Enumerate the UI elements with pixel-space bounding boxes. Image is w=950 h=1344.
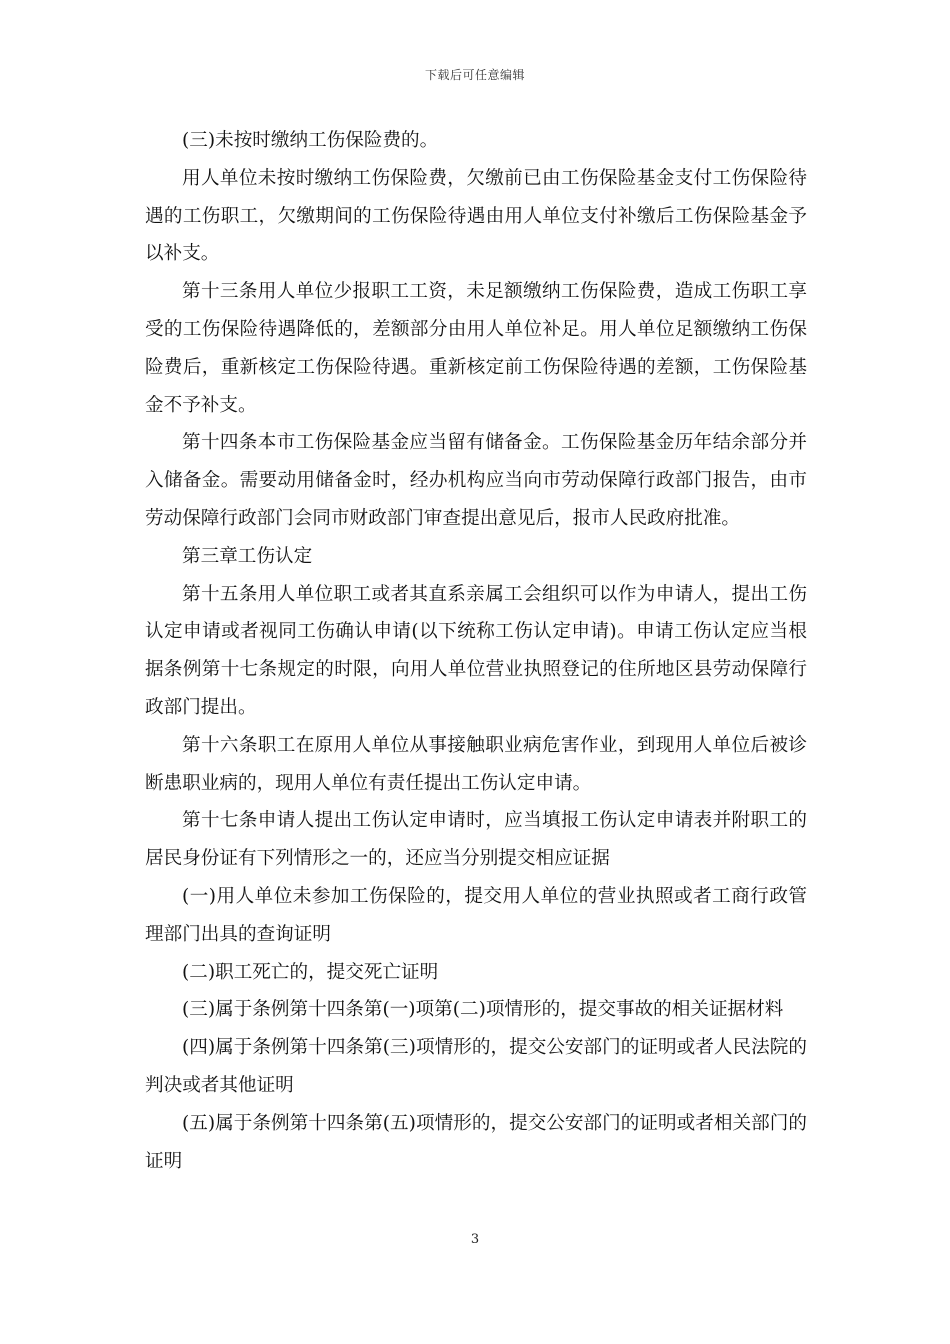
paragraph: 第十四条本市工伤保险基金应当留有储备金。工伤保险基金历年结余部分并入储备金。需要动用储备金时，经办机构应当向市劳动保障行政部门报告，由市劳动保障行政部门会同市财政部门审查提出意见后，报市人民政府批准。 [145, 432, 807, 529]
paragraph: (三)未按时缴纳工伤保险费的。 [182, 130, 439, 151]
paragraph: (四)属于条例第十四条第(三)项情形的，提交公安部门的证明或者人民法院的判决或者其他证明 [145, 1037, 807, 1096]
paragraph: (三)属于条例第十四条第(一)项第(二)项情形的，提交事故的相关证据材料 [182, 999, 784, 1021]
chapter-heading: 第三章工伤认定 [182, 545, 313, 567]
paragraph: (一)用人单位未参加工伤保险的，提交用人单位的营业执照或者工商行政管理部门出具的查询证明 [145, 885, 807, 945]
paragraph: 第十三条用人单位少报职工工资，未足额缴纳工伤保险费，造成工伤职工享受的工伤保险待遇降低的，差额部分由用人单位补足。用人单位足额缴纳工伤保险费后，重新核定工伤保险待遇。重新核定前工伤保险待遇的差额，工伤保险基金不予补支。 [145, 281, 807, 416]
paragraph: 第十五条用人单位职工或者其直系亲属工会组织可以作为申请人，提出工伤认定申请或者视同工伤确认申请(以下统称工伤认定申请)。申请工伤认定应当根据条例第十七条规定的时限，向用人单位营业执照登记的住所地区县劳动保障行政部门提出。 [145, 583, 807, 718]
paragraph: (五)属于条例第十四条第(五)项情形的，提交公安部门的证明或者相关部门的证明 [145, 1112, 807, 1172]
page-header: 下载后可任意编辑 [424, 68, 525, 82]
paragraph: 第十七条申请人提出工伤认定申请时，应当填报工伤认定申请表并附职工的居民身份证有下列情形之一的，还应当分别提交相应证据 [145, 810, 807, 870]
document-body [145, 122, 807, 1180]
paragraph: 第十六条职工在原用人单位从事接触职业病危害作业，到现用人单位后被诊断患职业病的，现用人单位有责任提出工伤认定申请。 [145, 734, 807, 794]
page-number: 3 [470, 1232, 480, 1247]
paragraph: 用人单位未按时缴纳工伤保险费，欠缴前已由工伤保险基金支付工伤保险待遇的工伤职工，欠缴期间的工伤保险待遇由用人单位支付补缴后工伤保险基金予以补支。 [145, 167, 807, 265]
paragraph: (二)职工死亡的，提交死亡证明 [182, 961, 439, 983]
